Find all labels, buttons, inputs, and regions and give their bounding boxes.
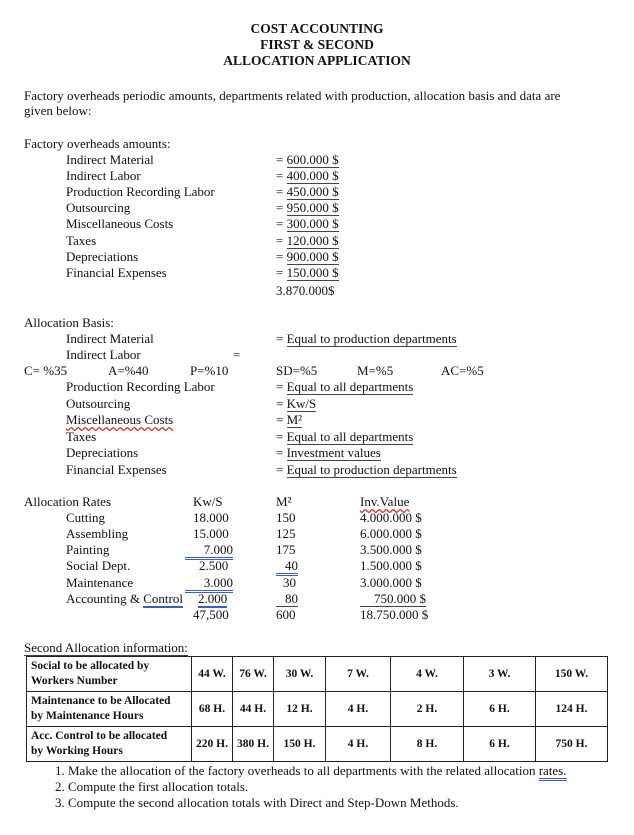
basis-text: Equal to all departments — [286, 379, 414, 394]
row-label-line: by Maintenance Hours — [31, 710, 144, 722]
table-cell: 4 H. — [326, 692, 391, 727]
rates-col-inv — [360, 494, 409, 509]
overhead-name: Miscellaneous Costs — [66, 216, 174, 231]
rate-dept: Accounting & Control — [66, 591, 183, 606]
pct-maintenance: M=%5 — [357, 363, 394, 378]
overhead-name: Production Recording Labor — [66, 184, 215, 199]
table-cell: 68 H. — [192, 692, 233, 727]
row-label-line: Social to be allocated by — [31, 660, 150, 672]
table-cell: 380 H. — [233, 727, 274, 762]
basis-depreciations-rule: = Investment values — [276, 445, 381, 460]
table-cell: 750 H. — [536, 727, 608, 762]
rate-inv: 1.500.000 $ — [360, 558, 422, 573]
kw-value: 3.000 — [185, 575, 233, 593]
rate-dept: Social Dept. — [66, 558, 131, 573]
rate-dept: Cutting — [66, 510, 106, 525]
row-label — [27, 727, 192, 762]
rate-m2: 125 — [276, 526, 296, 541]
overhead-amount: = 900.000 $ — [276, 249, 339, 264]
basis-text: Investment values — [286, 445, 381, 460]
second-allocation-table — [26, 656, 608, 762]
rate-inv: 3.500.000 $ — [360, 542, 422, 557]
row-label-line: by Working Hours — [31, 745, 123, 757]
table-cell: 44 W. — [192, 657, 233, 692]
basis-prod-rec-labor: Production Recording Labor — [66, 379, 215, 394]
rate-kw — [198, 591, 227, 606]
rate-dept: Painting — [66, 542, 110, 557]
task-item: 2. Compute the first allocation totals. — [68, 779, 567, 795]
rates-col-m2: M² — [276, 494, 292, 509]
basis-indirect-labor: Indirect Labor — [66, 347, 141, 362]
misc-label: Miscellaneous Costs — [66, 412, 174, 427]
basis-indirect-material: Indirect Material — [66, 331, 154, 346]
rate-inv: 3.000.000 $ — [360, 575, 422, 590]
table-cell: 124 H. — [536, 692, 608, 727]
amount-value: 120.000 $ — [286, 233, 339, 248]
basis-text: Equal to production departments — [286, 331, 457, 346]
amount-value: 150.000 $ — [286, 265, 339, 280]
amount-value: 300.000 $ — [286, 216, 339, 231]
table-cell: 150 H. — [274, 727, 326, 762]
basis-misc-rule: = M² — [276, 412, 303, 427]
row-label-line: Maintenance to be Allocated — [31, 695, 171, 707]
amount-value: 450.000 $ — [286, 184, 339, 199]
row-label — [27, 657, 192, 692]
table-cell: 7 W. — [326, 657, 391, 692]
table-cell: 4 H. — [326, 727, 391, 762]
table-cell: 220 H. — [192, 727, 233, 762]
table-cell: 2 H. — [391, 692, 464, 727]
table-cell: 76 W. — [233, 657, 274, 692]
basis-financial: Financial Expenses — [66, 462, 167, 477]
table-cell: 30 W. — [274, 657, 326, 692]
amount-value: 950.000 $ — [286, 200, 339, 215]
rate-m2 — [276, 591, 298, 607]
pct-cutting: C= %35 — [24, 363, 68, 378]
title-line-3: ALLOCATION APPLICATION — [223, 53, 411, 68]
control-word: Control — [143, 591, 183, 606]
basis-prod-rec-labor-rule: = Equal to all departments — [276, 379, 414, 394]
basis-text: Kw/S — [286, 396, 317, 411]
basis-misc — [66, 412, 173, 427]
table-row — [27, 692, 608, 727]
basis-heading: Allocation Basis: — [24, 315, 114, 330]
inv-col-label: Inv.Value — [360, 494, 410, 509]
table-cell: 150 W. — [536, 657, 608, 692]
task-item: 1. Make the allocation of the factory overheads to all departments with the related allocation rates. — [68, 763, 567, 779]
amount-value: 400.000 $ — [286, 168, 339, 183]
rate-inv — [360, 591, 426, 607]
table-row — [27, 657, 608, 692]
task-item: 3. Compute the second allocation totals with Direct and Step-Down Methods. — [68, 795, 567, 811]
basis-depreciations: Depreciations — [66, 445, 139, 460]
basis-taxes: Taxes — [66, 429, 97, 444]
rate-m2: 30 — [283, 575, 296, 590]
pct-social: SD=%5 — [276, 363, 318, 378]
table-cell: 4 W. — [391, 657, 464, 692]
inv-value: 750.000 $ — [360, 591, 426, 607]
task-list — [40, 763, 567, 811]
overheads-heading: Factory overheads amounts: — [24, 136, 171, 151]
overheads-total: 3.870.000$ — [276, 283, 335, 298]
basis-outsourcing: Outsourcing — [66, 396, 131, 411]
overhead-amount: = 450.000 $ — [276, 184, 339, 199]
title-line-1: COST ACCOUNTING — [250, 21, 384, 36]
table-cell: 6 H. — [464, 692, 536, 727]
pct-assembling: A=%40 — [108, 363, 149, 378]
pct-accounting: AC=%5 — [441, 363, 484, 378]
overhead-amount: = 120.000 $ — [276, 233, 339, 248]
title-line-2: FIRST & SECOND — [260, 37, 374, 52]
rates-col-kw: Kw/S — [193, 494, 223, 509]
kw-value: 2.000 — [198, 591, 228, 606]
basis-text: M² — [286, 412, 303, 427]
second-heading — [24, 640, 188, 655]
rates-word: rates. — [539, 763, 567, 781]
pct-painting: P=%10 — [190, 363, 229, 378]
basis-financial-rule: = Equal to production departments — [276, 462, 457, 477]
rate-inv: 6.000.000 $ — [360, 526, 422, 541]
intro-line-1: Factory overheads periodic amounts, departments related with production, allocation basis and data are — [24, 88, 561, 103]
m2-value: 80 — [276, 591, 298, 607]
overhead-name: Indirect Material — [66, 152, 154, 167]
row-label-line: Workers Number — [31, 675, 118, 687]
rates-heading: Allocation Rates — [24, 494, 112, 509]
basis-indirect-material-rule: = Equal to production departments — [276, 331, 457, 346]
rate-inv: 4.000.000 $ — [360, 510, 422, 525]
rate-kw: 15.000 — [193, 526, 229, 541]
table-row — [27, 727, 608, 762]
overhead-amount: = 300.000 $ — [276, 216, 339, 231]
basis-taxes-rule: = Equal to all departments — [276, 429, 414, 444]
overhead-amount: = 600.000 $ — [276, 152, 339, 167]
amount-value: 600.000 $ — [286, 152, 339, 167]
rate-kw: 2.500 — [199, 558, 229, 573]
table-cell: 6 H. — [464, 727, 536, 762]
overhead-name: Outsourcing — [66, 200, 131, 215]
basis-equals-sign: = — [233, 347, 241, 362]
table-cell: 12 H. — [274, 692, 326, 727]
overhead-name: Indirect Labor — [66, 168, 141, 183]
overhead-name: Financial Expenses — [66, 265, 167, 280]
basis-text: Equal to production departments — [286, 462, 457, 477]
row-label — [27, 692, 192, 727]
basis-text: Equal to all departments — [286, 429, 414, 444]
rate-m2 — [276, 558, 298, 576]
rate-dept: Assembling — [66, 526, 129, 541]
m2-value: 40 — [276, 558, 298, 576]
basis-outsourcing-rule: = Kw/S — [276, 396, 317, 411]
row-label-line: Acc. Control to be allocated — [31, 730, 168, 742]
rates-total-kw: 47,500 — [193, 607, 229, 622]
overhead-name: Depreciations — [66, 249, 139, 264]
rate-m2: 175 — [276, 542, 296, 557]
intro-line-2: given below: — [24, 103, 92, 118]
rate-m2: 150 — [276, 510, 296, 525]
overhead-name: Taxes — [66, 233, 97, 248]
overhead-amount: = 950.000 $ — [276, 200, 339, 215]
table-cell: 8 H. — [391, 727, 464, 762]
overhead-amount: = 150.000 $ — [276, 265, 339, 280]
rates-total-m2: 600 — [276, 607, 296, 622]
rate-kw: 18.000 — [193, 510, 229, 525]
second-heading-text: Second Allocation information: — [24, 640, 188, 655]
table-cell: 3 W. — [464, 657, 536, 692]
overhead-amount: = 400.000 $ — [276, 168, 339, 183]
rates-total-inv: 18.750.000 $ — [360, 607, 429, 622]
rate-dept: Maintenance — [66, 575, 134, 590]
amount-value: 900.000 $ — [286, 249, 339, 264]
kw-value: 7.000 — [185, 542, 233, 560]
table-cell: 44 H. — [233, 692, 274, 727]
